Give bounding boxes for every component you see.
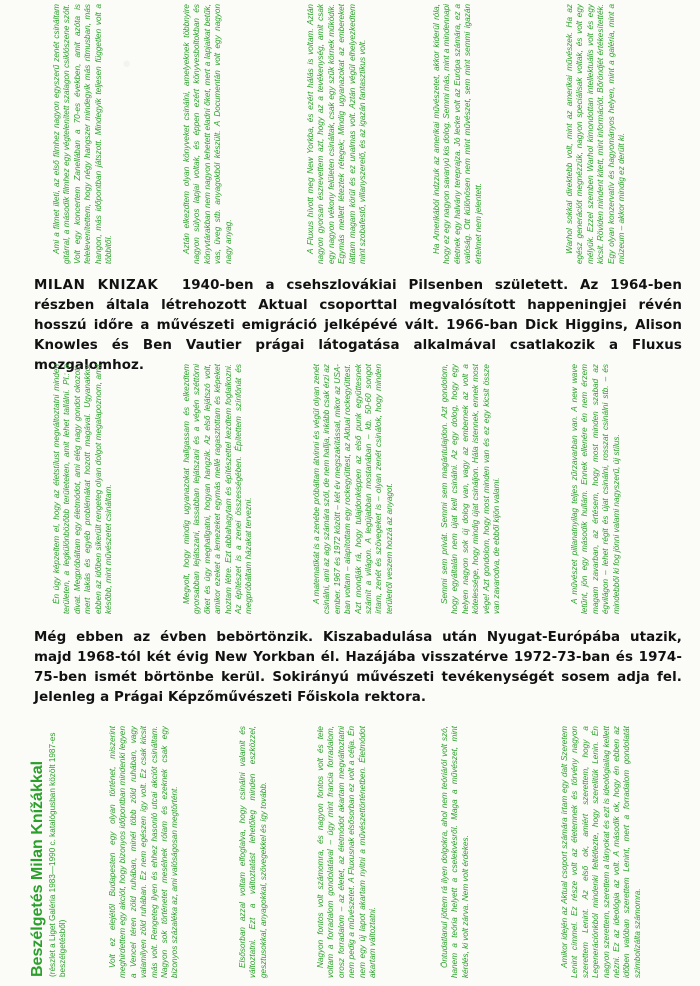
biography-text: Még ebben az évben bebörtönzik. Kiszabadulása után Nyugat-Európába utazik, majd 1968-tól két évig New Yorkban él. Hazájába visszatérve 1972-73-ban és 1974-75-ben ismét börtönbe kerül. Sokirányú művészeti tevékenységét sosem adja fel. Jelenleg a Prágai Képzőművészeti Főiskola rektora. <box>34 630 682 705</box>
paragraph: Aztán elkezdtem olyan könyveket csinálni, amelyeknek többnyire nagyon súlyos lapjai voltak, és éppen ezért könyvesboltokban és könyvtárakban nem nagyon lehetett eladni őket, mert a lapjaikat betűk, vas, üveg stb. anyagokból készült. A Documentán volt egy nagyon nagy anyag. <box>182 4 233 264</box>
paragraph: Elsősorban azzal voltam elfoglalva, hogy csinálni valamit és változtatni. Ezt a változtatást lehetőleg minden eszközzel, gesztusokkal, anyagokkal, szövegekkel és így tovább. <box>238 726 268 978</box>
text-column <box>570 364 662 614</box>
paragraph: Öntudatlanul jöttem rá ilyen dolgokra, ahol nem teóriáról volt szó, hanem a teória helyett a cselekvésről. Maga a művészet, mint kérdés, ki volt zárva. Nem volt érdekes. <box>440 726 470 978</box>
paragraph: Nagyon fontos volt számomra, és nagyon fontos volt és tele voltam a forradalom gondolatával – úgy mint francia forradalom, orosz forradalom – az életet, az életmódot akartam megváltoztatni nem pedig a művészetet. A Fluxusnak elsősorban ez volt a célja. Én nem egy új lapot akartam nyitni a művészettörténetben. Életmódot akartam változtatni. <box>316 726 378 978</box>
paragraph: A Fluxus hívott meg New Yorkba, és ezért hálás is voltam. Aztán nagyon gyorsan észrevettem azt, hogy az a tevékenység, amit csak egy nagyon vékony felületen csináltak, csak egy szűk körnek működik. Egymás mellett léteztek rétegek; Mindig ugyanazokat az embereket láttam magam körül és ez unalmas volt. Aztán végül elhelyezkedtem mint szobafestő, villanyszerelő, és az igazán fantasztikus volt. <box>306 4 368 264</box>
text-column <box>52 4 144 264</box>
artist-name: MILAN KNIZAK <box>34 278 159 293</box>
paragraph: Amikor idején az Aktual csoport számára írtam egy dalt Szeretem Lenint címmel. Ez része volt az életemnek és törvény nagyon szerettem Lenint. Az első ok, amiért szerettem, hogy a Legenerációnkból mindenki feltétlezte, hogy szerelitük Lenin. Én nagyon szerettem, szerettem a lányokat és ezt is ideológiailag kellett nézni. Ez az ideológia az volt. A második ok, hogy én ebben az időben valóban szerettem Lenint, mert a forradalom gondolatát szimbolizálta számomra. <box>560 726 642 978</box>
interview-subtitle: (részlet a Liget Galéria 1983—1990 c. katalógusban közölt 1987-es beszélgetésből) <box>48 732 67 977</box>
bottom-text-band <box>0 720 700 982</box>
background-watermark: · <box>120 41 134 86</box>
paragraph: Ami a filmet illeti, az első filmhez nagyon egyszerű zenét csináltam gitárral, a második filmhez egy végtelenített szalagon csiklószene szólt. Volt egy koncertem Zanellában a 70-es években, amit azóta is felelevenítettem, hogy négy hangszer mindegyik más ritmusban, más hangon, más időpontban játszott. Mindegyik teljesen független volt a többitől. <box>52 4 114 264</box>
paragraph: Warhol sokkal direktebb volt, mint az amerikai művészek. Ha az egész generációt megnézzük, nagyon speciálisak voltak, és volt egy mélyük. Ezzel szemben Warhol kimondottan intellektuális volt és egy kicsit. Röviden mindent kitett, mint információt. Bőröndjét értékesítették. Egy olyan konzervatív és hagyományos helyen, mint a galéria, mint a múzeum – akkor mindig ez derült ki. <box>565 4 627 264</box>
paragraph: Volt ez elejétől Budapesten egy olyan történet, miszerint meghirdettem egy akciót, hogy bizonyos időpontban mindenki legyen a Vencel téren zöld ruhában, minél több zöld ruhában, vagy valamilyen zöld ruhában. Ez nem egészen így volt. Ez csak kicsit más volt. Rengeteg ilyen és ehhez hasonló utcai akciót csináltam. Nagyon sok történetet mesélnek rólam és ezeknek csak egy bizonyos százaléka az, ami valóságosan megtörtént. <box>108 726 180 978</box>
middle-text-band <box>0 360 700 618</box>
paragraph: A matematikát is a zenébe próbáltam átvinni és végül olyan zenét csinálni, ami az agy számára szól, de nem hallja, inkább csak érzi az ember. 1967 és 1972 között – két év megszakítással, mikor az USA-ban voltam – alapítottam egy rockegyüttest, az Aktual rockegyüttest. Azt mondják rá, hogy tulajdonképpen az első punk együttesnek számít a világon. A legújabban mostanában – kb. 50-60 songot írtam, zenét és szövegeket is – olyan zenét csinálok, hogy minden területről veszem hozzá az anyagot. <box>312 364 394 614</box>
interview-title: Beszélgetés Milan Knížákkal <box>29 760 46 977</box>
intro-text: 1940-ben a csehszlovákiai Pilsenben született. Az 1964-ben részben általa létrehozott Aktual csoporttal megvalósított happeningjei révén hosszú időre a művészeti emigráció jelképévé vált. 1966-ban Dick Higgins, Alison Knowles és Ben Vautier prágai látogatása alkalmával csatlakozik a Fluxus mozgalomhoz. <box>34 278 682 373</box>
paragraph: Megvolt, hogy mindig ugyanazokat hallgassam és elkezdtem gyorsabban lejátszani, lassabban lejátszani és a végén széttörni őket és úgy meghallgatni, hogyan hangzik. Az első lejátszó volt, amikor ezeket a lemezeket egymás mellé ragasztottam és képeket hoztam létre. Ezt abbahagytam és építészettel kezdtem foglalkozni. Az építészet is a zenei összességében. Építettem színfónát és megpróbáltam házakat tervezni. <box>182 364 254 614</box>
paragraph: Én úgy képzeltem el, hogy az életstílust megváltoztatni minden területen, a legkülönbözőbb területeken, amit lehet tallálni. Pl.: a divat. Megpróbáltam egy életmódot, ami elég nagy gondot okozott, mert lakás és egyéb problémákat hozott magával. Ugyanakkor ebben az időben sikerült rengeteg olyan dolgot megalapoznom, amit később, mint művészetet csináltam. <box>52 364 114 614</box>
text-column <box>440 364 532 614</box>
paragraph: Semmi sem privát. Semmi sem magántulajdon. Azt gondolom, hogy egyáltalán nem újat kell csinálni. Az egy dolog, hogy egy helyen nagyon sok új dolog van, vagy az embernek az volt a kötelessége, hogy mindig újat csináljon. Hála istennek, ennek most vége! Azt gondolom, hogy most minden van és ez egy kicsit össze van zavarodva, de ebből kijön valami. <box>440 364 502 614</box>
biography-paragraph <box>34 628 682 708</box>
text-column <box>108 726 200 978</box>
text-column <box>312 364 404 614</box>
top-text-band <box>0 0 700 268</box>
text-column <box>432 4 524 264</box>
text-column <box>560 726 672 978</box>
paragraph: A művészet pillanatnyilag teljes zűrzavarban van. A new wave letűnt, jön egy második hullám. Ennek ellenére én nem érzem magam zavarban, az értésem, hogy most minden szabad az égvilágon – lehet régit és újat csinálni, rosszat csinálni stb. – és mindebből ki fog jönni valami nagyszerű, új stílus. <box>570 364 621 614</box>
text-column <box>440 726 510 978</box>
text-column <box>52 364 144 614</box>
text-column <box>182 364 274 614</box>
text-column <box>306 4 398 264</box>
text-column <box>316 726 408 978</box>
text-column <box>238 726 304 978</box>
paragraph: Ha Amerikából indzzuk az amerikai művészetet, akkor kiderül róla, hogy ez egy nagyon savanyú kis dolog. Semmi más, mint a mindennapi életnek egy halvány tereprajza. Jó lecke volt az Európa számára, ez a valóság. Ott különösen nem mint művészet, sem mint semmi igazán értelmet nem jelentett. <box>432 4 483 264</box>
text-column <box>565 4 671 264</box>
text-column <box>182 4 274 264</box>
